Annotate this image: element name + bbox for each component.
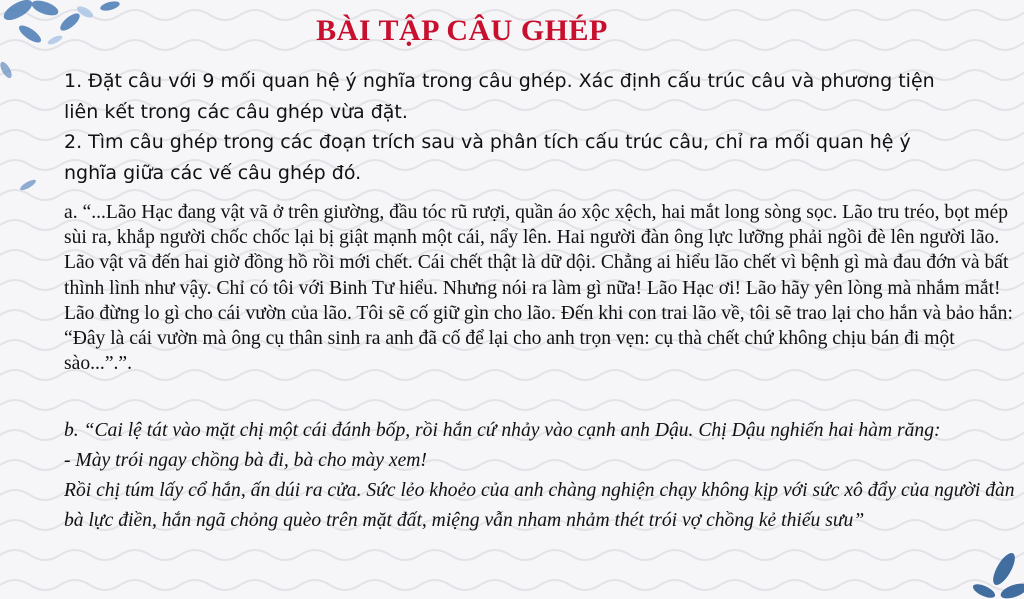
task-item: 1. Đặt câu với 9 mối quan hệ ý nghĩa trong câu ghép. Xác định cấu trúc câu và phương tiện liên kết trong các câu ghép vừa đặt. [64,70,935,123]
passage-b-paragraph: b. “Cai lệ tát vào mặt chị một cái đánh bốp, rồi hắn cứ nhảy vào cạnh anh Dậu. Chị Dậu nghiến hai hàm răng: [64,420,941,441]
exercise-tasks [64,66,964,188]
passage-b-paragraph: Rồi chị túm lấy cổ hắn, ấn dúi ra cửa. Sức lẻo khoẻo của anh chàng nghiện chạy không kịp với sức xô đẩy của người đàn bà lực điền, hắn ngã chỏng quèo trên mặt đất, miệng vẫn nham nhảm thét trói vợ chồng kẻ thiếu sưu” [64,480,1015,531]
passage-b-paragraph: - Mày trói ngay chồng bà đi, bà cho mày xem! [64,450,427,471]
passage-b [64,416,1024,536]
task-item: 2. Tìm câu ghép trong các đoạn trích sau và phân tích cấu trúc câu, chỉ ra mối quan hệ ý nghĩa giữa các vế câu ghép đó. [64,131,911,184]
page-title: BÀI TẬP CÂU GHÉP [316,14,608,47]
passage-a: a. “...Lão Hạc đang vật vã ở trên giường, đầu tóc rũ rượi, quần áo xộc xệch, hai mắt long sòng sọc. Lão tru tréo, bọt mép sùi ra, khắp người chốc chốc lại bị giật mạnh một cái, nẩy lên. Hai người đàn ông lực lưỡng phải ngồi đè lên người lão. Lão vật vã đến hai giờ đồng hồ rồi mới chết. Cái chết thật là dữ dội. Chẳng ai hiểu lão chết vì bệnh gì mà đau đớn và bất thình lình như vậy. Chỉ có tôi với Binh Tư hiểu. Nhưng nói ra làm gì nữa! Lão Hạc ơi! Lão hãy yên lòng mà nhắm mắt! Lão đừng lo gì cho cái vườn của lão. Tôi sẽ cố giữ gìn cho lão. Đến khi con trai lão về, tôi sẽ trao lại cho hắn và bảo hắn: “Đây là cái vườn mà ông cụ thân sinh ra anh đã cố để lại cho anh trọn vẹn: cụ thà chết chứ không chịu bán đi một sào...”.”. [64,202,1013,375]
